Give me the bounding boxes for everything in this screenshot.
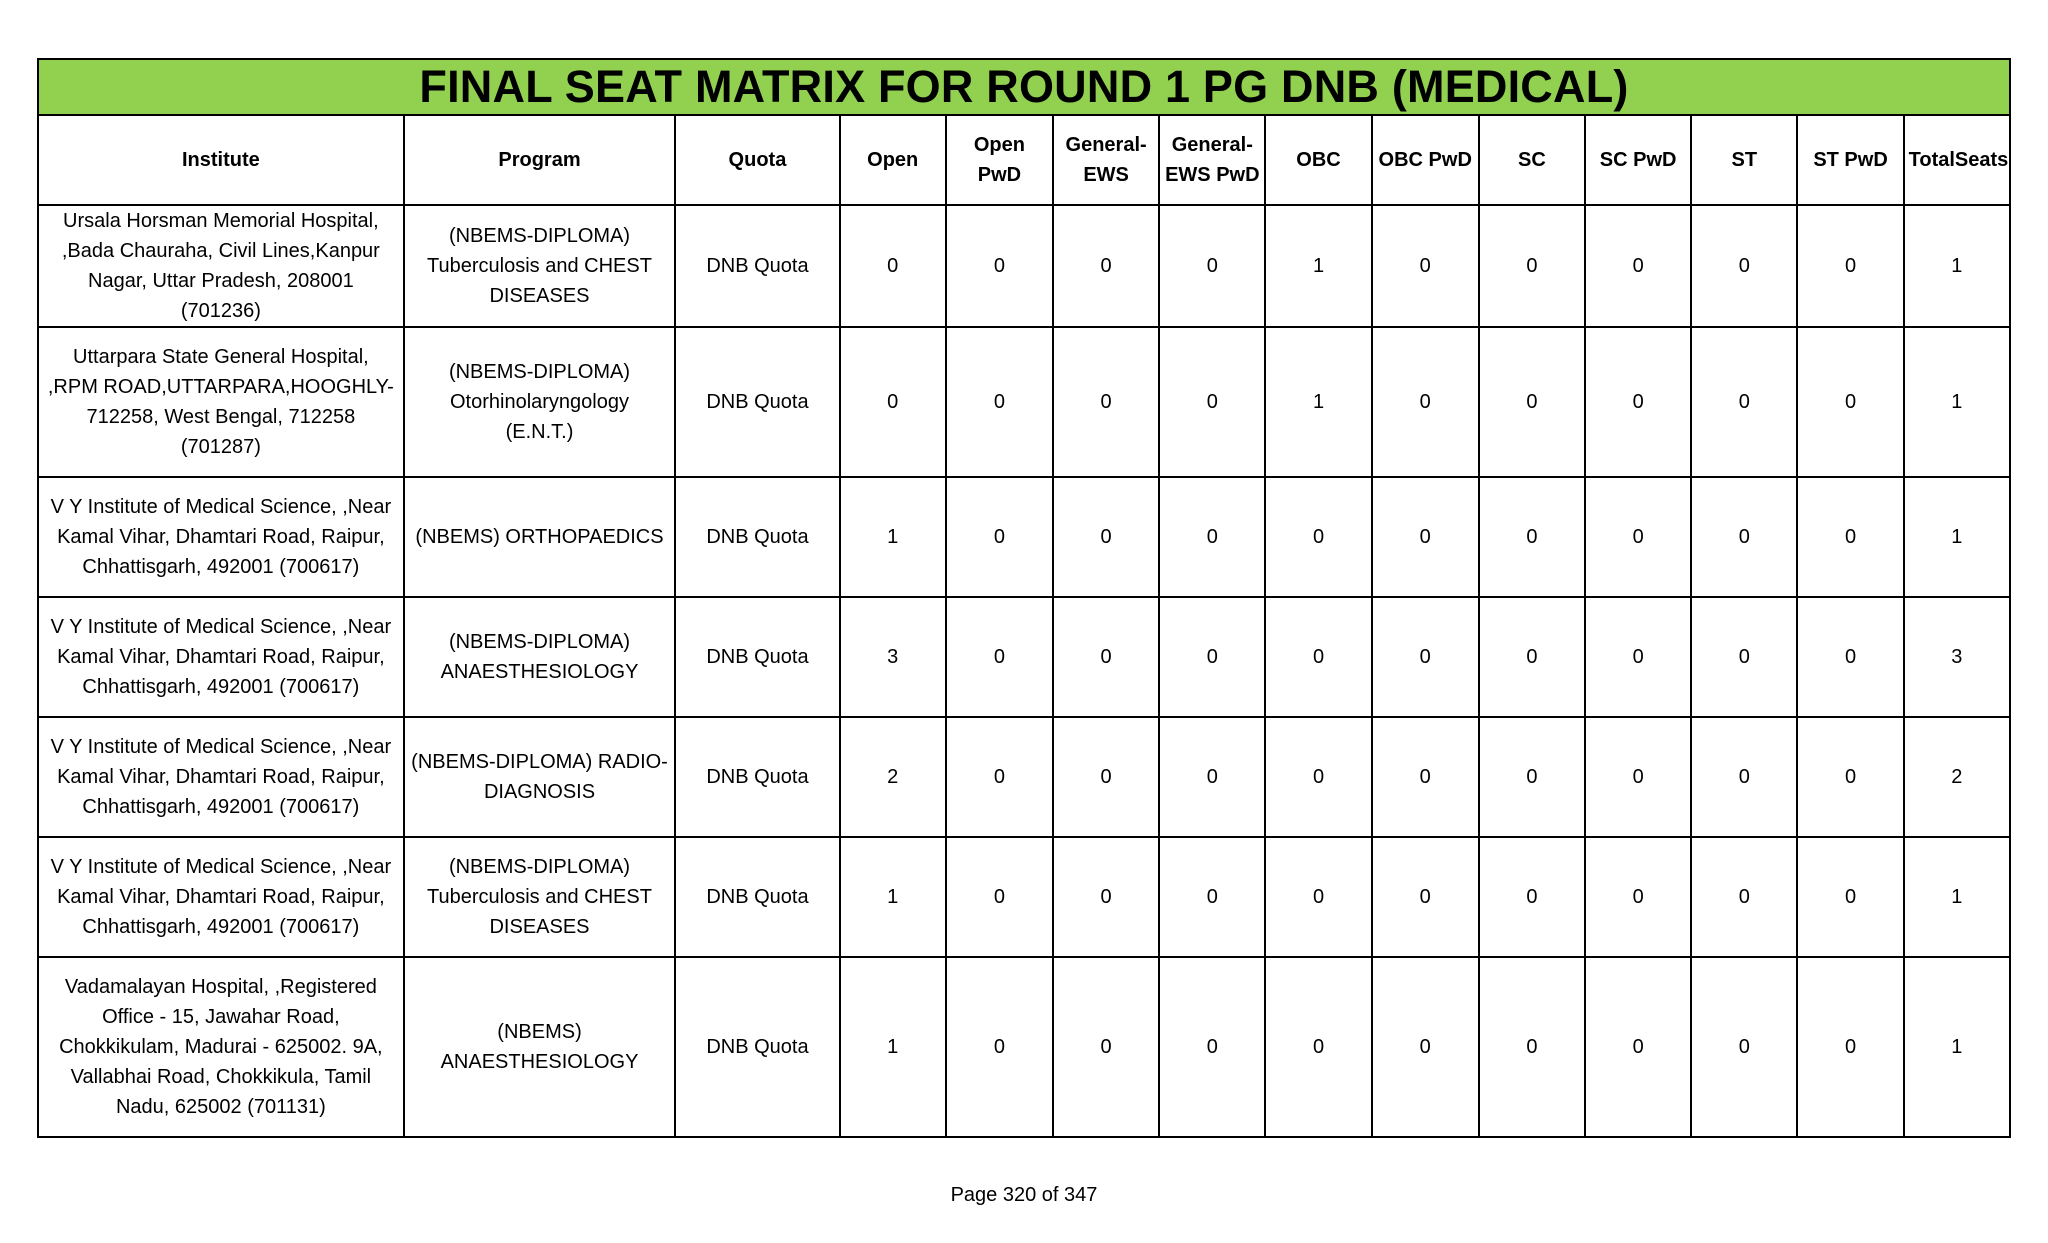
open-cell: 0 xyxy=(840,205,946,327)
general-ews-pwd-cell: 0 xyxy=(1159,205,1265,327)
obc-pwd-cell: 0 xyxy=(1372,597,1479,717)
column-header: OBC xyxy=(1265,115,1371,205)
table-row xyxy=(38,597,2010,717)
quota-cell: DNB Quota xyxy=(675,327,839,477)
obc-cell: 0 xyxy=(1265,717,1371,837)
institute-cell: Uttarpara State General Hospital, ,RPM ROAD,UTTARPARA,HOOGHLY- 712258, West Bengal, 712258 (701287) xyxy=(38,327,404,477)
general-ews-cell: 0 xyxy=(1053,717,1159,837)
st-pwd-cell: 0 xyxy=(1797,837,1903,957)
general-ews-pwd-cell: 0 xyxy=(1159,957,1265,1137)
st-pwd-cell: 0 xyxy=(1797,597,1903,717)
institute-cell: V Y Institute of Medical Science, ,Near Kamal Vihar, Dhamtari Road, Raipur, Chhattisgarh, 492001 (700617) xyxy=(38,597,404,717)
general-ews-pwd-cell: 0 xyxy=(1159,597,1265,717)
open-pwd-cell: 0 xyxy=(946,597,1053,717)
st-cell: 0 xyxy=(1691,957,1797,1137)
table-row xyxy=(38,327,2010,477)
sc-pwd-cell: 0 xyxy=(1585,957,1691,1137)
page-number: Page 320 of 347 xyxy=(950,1184,1098,1206)
obc-cell: 1 xyxy=(1265,327,1371,477)
table-row xyxy=(38,837,2010,957)
obc-pwd-cell: 0 xyxy=(1372,957,1479,1137)
general-ews-cell: 0 xyxy=(1053,837,1159,957)
sc-pwd-cell: 0 xyxy=(1585,597,1691,717)
st-cell: 0 xyxy=(1691,205,1797,327)
column-header: SC PwD xyxy=(1585,115,1691,205)
quota-cell: DNB Quota xyxy=(675,717,839,837)
open-pwd-cell: 0 xyxy=(946,327,1053,477)
seat-matrix-sheet xyxy=(37,58,2011,1138)
open-cell: 1 xyxy=(840,957,946,1137)
st-pwd-cell: 0 xyxy=(1797,957,1903,1137)
program-cell: (NBEMS) ANAESTHESIOLOGY xyxy=(404,957,676,1137)
table-header-row xyxy=(38,115,2010,205)
column-header: TotalSeats xyxy=(1904,115,2010,205)
column-header: SC xyxy=(1479,115,1585,205)
sc-cell: 0 xyxy=(1479,717,1585,837)
program-cell: (NBEMS-DIPLOMA) Tuberculosis and CHEST DISEASES xyxy=(404,837,676,957)
st-cell: 0 xyxy=(1691,477,1797,597)
open-pwd-cell: 0 xyxy=(946,717,1053,837)
general-ews-cell: 0 xyxy=(1053,477,1159,597)
total-seats-cell: 1 xyxy=(1904,837,2010,957)
sc-cell: 0 xyxy=(1479,957,1585,1137)
open-pwd-cell: 0 xyxy=(946,957,1053,1137)
obc-pwd-cell: 0 xyxy=(1372,717,1479,837)
general-ews-pwd-cell: 0 xyxy=(1159,717,1265,837)
obc-cell: 1 xyxy=(1265,205,1371,327)
sc-pwd-cell: 0 xyxy=(1585,327,1691,477)
total-seats-cell: 3 xyxy=(1904,597,2010,717)
table-row xyxy=(38,477,2010,597)
program-cell: (NBEMS) ORTHOPAEDICS xyxy=(404,477,676,597)
program-cell: (NBEMS-DIPLOMA) RADIO- DIAGNOSIS xyxy=(404,717,676,837)
column-header: ST xyxy=(1691,115,1797,205)
obc-cell: 0 xyxy=(1265,837,1371,957)
general-ews-cell: 0 xyxy=(1053,205,1159,327)
general-ews-pwd-cell: 0 xyxy=(1159,477,1265,597)
institute-cell: V Y Institute of Medical Science, ,Near Kamal Vihar, Dhamtari Road, Raipur, Chhattisgarh, 492001 (700617) xyxy=(38,717,404,837)
obc-cell: 0 xyxy=(1265,957,1371,1137)
seat-matrix-table xyxy=(37,114,2011,1138)
st-pwd-cell: 0 xyxy=(1797,327,1903,477)
table-row xyxy=(38,957,2010,1137)
st-cell: 0 xyxy=(1691,597,1797,717)
st-pwd-cell: 0 xyxy=(1797,205,1903,327)
sc-cell: 0 xyxy=(1479,477,1585,597)
total-seats-cell: 2 xyxy=(1904,717,2010,837)
total-seats-cell: 1 xyxy=(1904,957,2010,1137)
general-ews-pwd-cell: 0 xyxy=(1159,837,1265,957)
general-ews-cell: 0 xyxy=(1053,597,1159,717)
column-header: OBC PwD xyxy=(1372,115,1479,205)
open-pwd-cell: 0 xyxy=(946,205,1053,327)
quota-cell: DNB Quota xyxy=(675,205,839,327)
program-cell: (NBEMS-DIPLOMA) ANAESTHESIOLOGY xyxy=(404,597,676,717)
column-header: General-EWS xyxy=(1053,115,1159,205)
obc-pwd-cell: 0 xyxy=(1372,477,1479,597)
page-title: FINAL SEAT MATRIX FOR ROUND 1 PG DNB (MEDICAL) xyxy=(37,58,2011,114)
obc-cell: 0 xyxy=(1265,597,1371,717)
sc-cell: 0 xyxy=(1479,205,1585,327)
column-header: Open xyxy=(840,115,946,205)
sc-pwd-cell: 0 xyxy=(1585,717,1691,837)
sc-cell: 0 xyxy=(1479,327,1585,477)
total-seats-cell: 1 xyxy=(1904,205,2010,327)
obc-pwd-cell: 0 xyxy=(1372,327,1479,477)
quota-cell: DNB Quota xyxy=(675,477,839,597)
open-pwd-cell: 0 xyxy=(946,837,1053,957)
total-seats-cell: 1 xyxy=(1904,477,2010,597)
open-cell: 0 xyxy=(840,327,946,477)
open-pwd-cell: 0 xyxy=(946,477,1053,597)
institute-cell: Vadamalayan Hospital, ,Registered Office - 15, Jawahar Road, Chokkikulam, Madurai - 625002. 9A, Vallabhai Road, Chokkikula, Tamil Nadu, 625002 (701131) xyxy=(38,957,404,1137)
sc-cell: 0 xyxy=(1479,837,1585,957)
open-cell: 2 xyxy=(840,717,946,837)
obc-pwd-cell: 0 xyxy=(1372,205,1479,327)
st-cell: 0 xyxy=(1691,837,1797,957)
program-cell: (NBEMS-DIPLOMA) Otorhinolaryngology (E.N.T.) xyxy=(404,327,676,477)
st-cell: 0 xyxy=(1691,327,1797,477)
general-ews-cell: 0 xyxy=(1053,957,1159,1137)
quota-cell: DNB Quota xyxy=(675,837,839,957)
column-header: Open PwD xyxy=(946,115,1053,205)
sc-pwd-cell: 0 xyxy=(1585,837,1691,957)
table-row xyxy=(38,205,2010,327)
general-ews-pwd-cell: 0 xyxy=(1159,327,1265,477)
sc-cell: 0 xyxy=(1479,597,1585,717)
st-cell: 0 xyxy=(1691,717,1797,837)
sc-pwd-cell: 0 xyxy=(1585,205,1691,327)
column-header: Quota xyxy=(675,115,839,205)
institute-cell: V Y Institute of Medical Science, ,Near Kamal Vihar, Dhamtari Road, Raipur, Chhattisgarh, 492001 (700617) xyxy=(38,837,404,957)
institute-cell: Ursala Horsman Memorial Hospital, ,Bada Chauraha, Civil Lines,Kanpur Nagar, Uttar Pradesh, 208001 (701236) xyxy=(38,205,404,327)
institute-cell: V Y Institute of Medical Science, ,Near Kamal Vihar, Dhamtari Road, Raipur, Chhattisgarh, 492001 (700617) xyxy=(38,477,404,597)
column-header: ST PwD xyxy=(1797,115,1903,205)
open-cell: 3 xyxy=(840,597,946,717)
sc-pwd-cell: 0 xyxy=(1585,477,1691,597)
obc-pwd-cell: 0 xyxy=(1372,837,1479,957)
total-seats-cell: 1 xyxy=(1904,327,2010,477)
obc-cell: 0 xyxy=(1265,477,1371,597)
general-ews-cell: 0 xyxy=(1053,327,1159,477)
quota-cell: DNB Quota xyxy=(675,597,839,717)
st-pwd-cell: 0 xyxy=(1797,717,1903,837)
table-row xyxy=(38,717,2010,837)
open-cell: 1 xyxy=(840,477,946,597)
column-header: Program xyxy=(404,115,676,205)
program-cell: (NBEMS-DIPLOMA) Tuberculosis and CHEST DISEASES xyxy=(404,205,676,327)
quota-cell: DNB Quota xyxy=(675,957,839,1137)
open-cell: 1 xyxy=(840,837,946,957)
column-header: General-EWS PwD xyxy=(1159,115,1265,205)
column-header: Institute xyxy=(38,115,404,205)
st-pwd-cell: 0 xyxy=(1797,477,1903,597)
